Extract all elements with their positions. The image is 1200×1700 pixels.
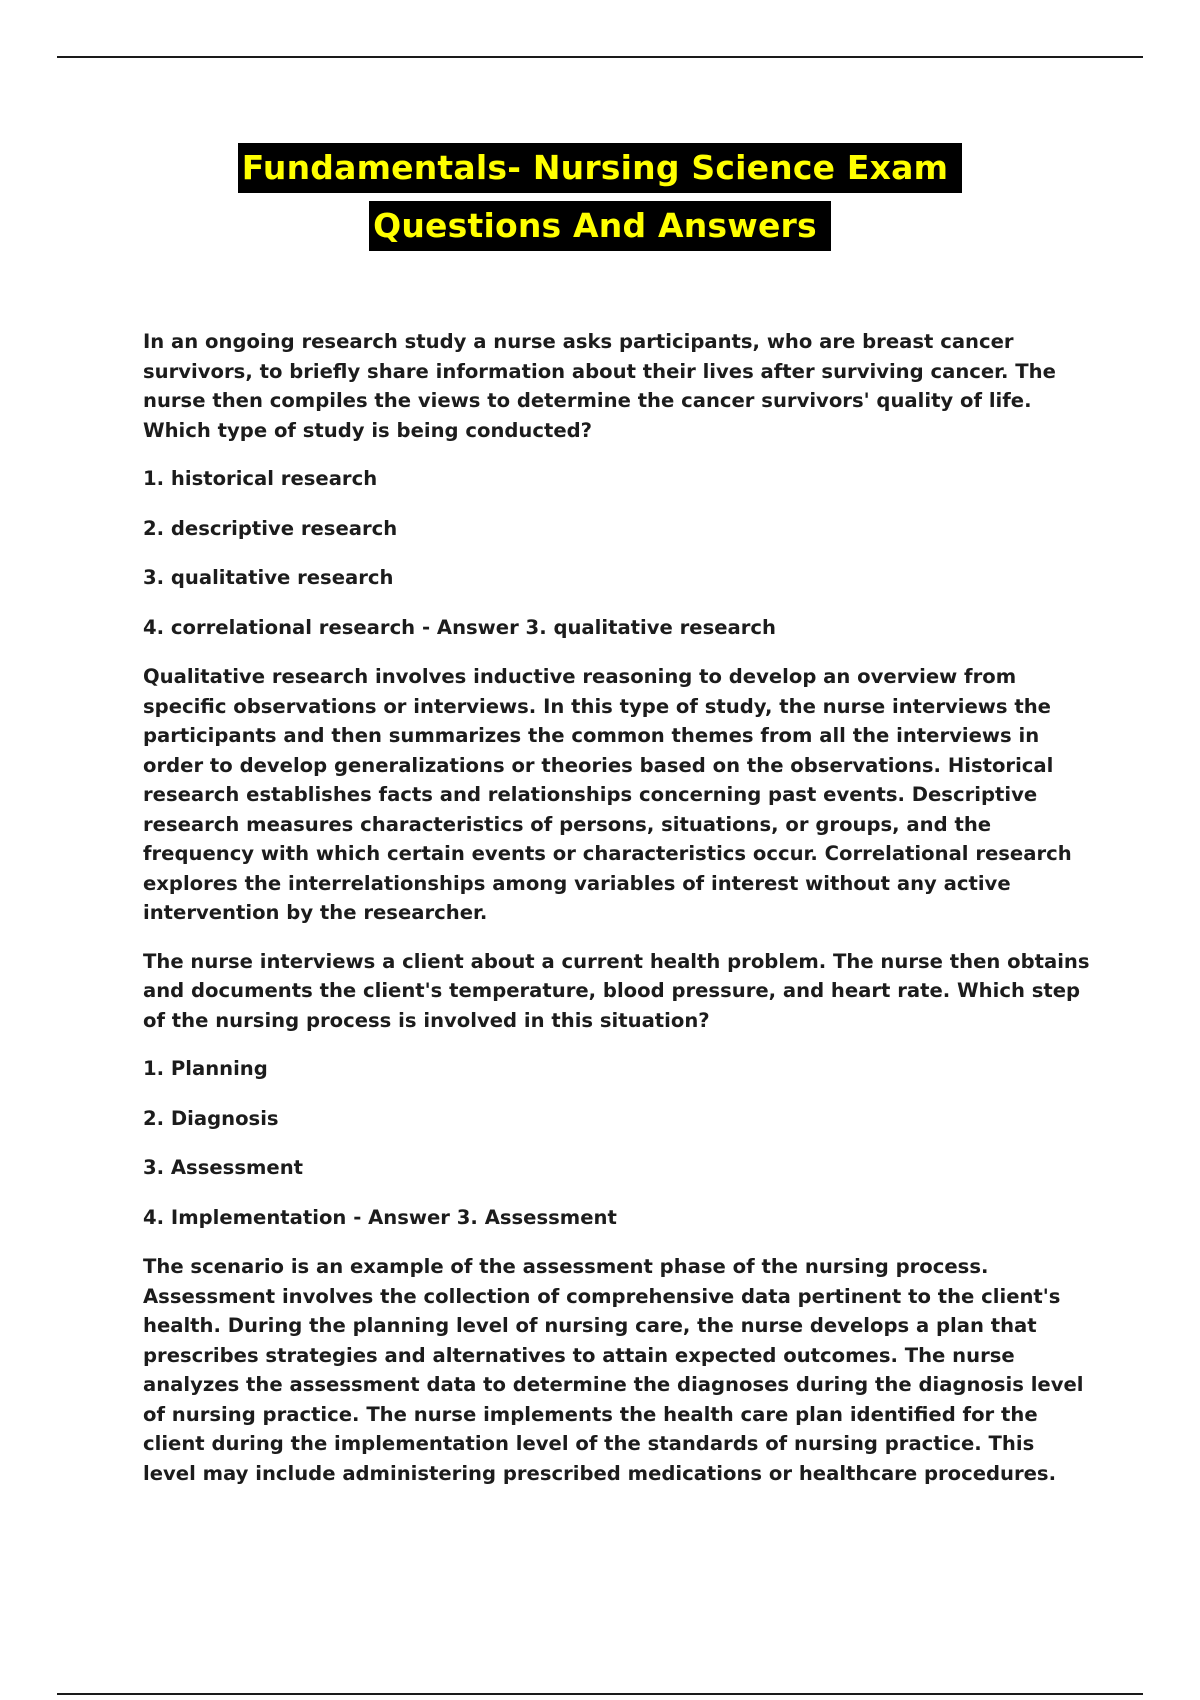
question-2-text: The nurse interviews a client about a current health problem. The nurse then obtains and documents the client's temperature, blood pressure, and heart rate. Which step of the nursing process is involved in this situation?	[143, 949, 1090, 1032]
question-1-option-3: 3. qualitative research	[143, 566, 394, 589]
question-1-text: In an ongoing research study a nurse asks participants, who are breast cancer survivors, to briefly share information about their lives after surviving cancer. The nurse then compiles the views to determine the cancer survivors' quality of life. Which type of study is being conducted?	[143, 330, 1056, 442]
question-1-option-1: 1. historical research	[143, 467, 378, 490]
document-body	[143, 327, 1093, 1507]
header-rule	[57, 56, 1143, 58]
document-title	[0, 143, 1200, 251]
question-1-rationale: Qualitative research involves inductive reasoning to develop an overview from specific observations or interviews. In this type of study, the nurse interviews the participants and then summarizes the common themes from all the interviews in order to develop generalizations or theories based on the observations. Historical research establishes facts and relationships concerning past events. Descriptive research measures characteristics of persons, situations, or groups, and the frequency with which certain events or characteristics occur. Correlational research explores the interrelationships among variables of interest without any active intervention by the researcher.	[143, 665, 1072, 924]
question-2-option-3: 3. Assessment	[143, 1156, 304, 1179]
question-1-option-2: 2. descriptive research	[143, 516, 398, 540]
question-2-option-1: 1. Planning	[143, 1057, 268, 1080]
title-line-1: Fundamentals- Nursing Science Exam	[238, 143, 962, 193]
question-1-option-4-answer: 4. correlational research - Answer 3. qualitative research	[143, 615, 776, 639]
question-2-option-2: 2. Diagnosis	[143, 1106, 279, 1130]
question-2-option-4-answer: 4. Implementation - Answer 3. Assessment	[143, 1205, 617, 1229]
question-2-rationale: The scenario is an example of the assessment phase of the nursing process. Assessment involves the collection of comprehensive data pertinent to the client's health. During the planning level of nursing care, the nurse develops a plan that prescribes strategies and alternatives to attain expected outcomes. The nurse analyzes the assessment data to determine the diagnoses during the diagnosis level of nursing practice. The nurse implements the health care plan identified for the client during the implementation level of the standards of nursing practice. This level may include administering prescribed medications or healthcare procedures.	[143, 1255, 1084, 1485]
footer-rule	[57, 1693, 1143, 1695]
title-line-2: Questions And Answers	[369, 201, 831, 251]
